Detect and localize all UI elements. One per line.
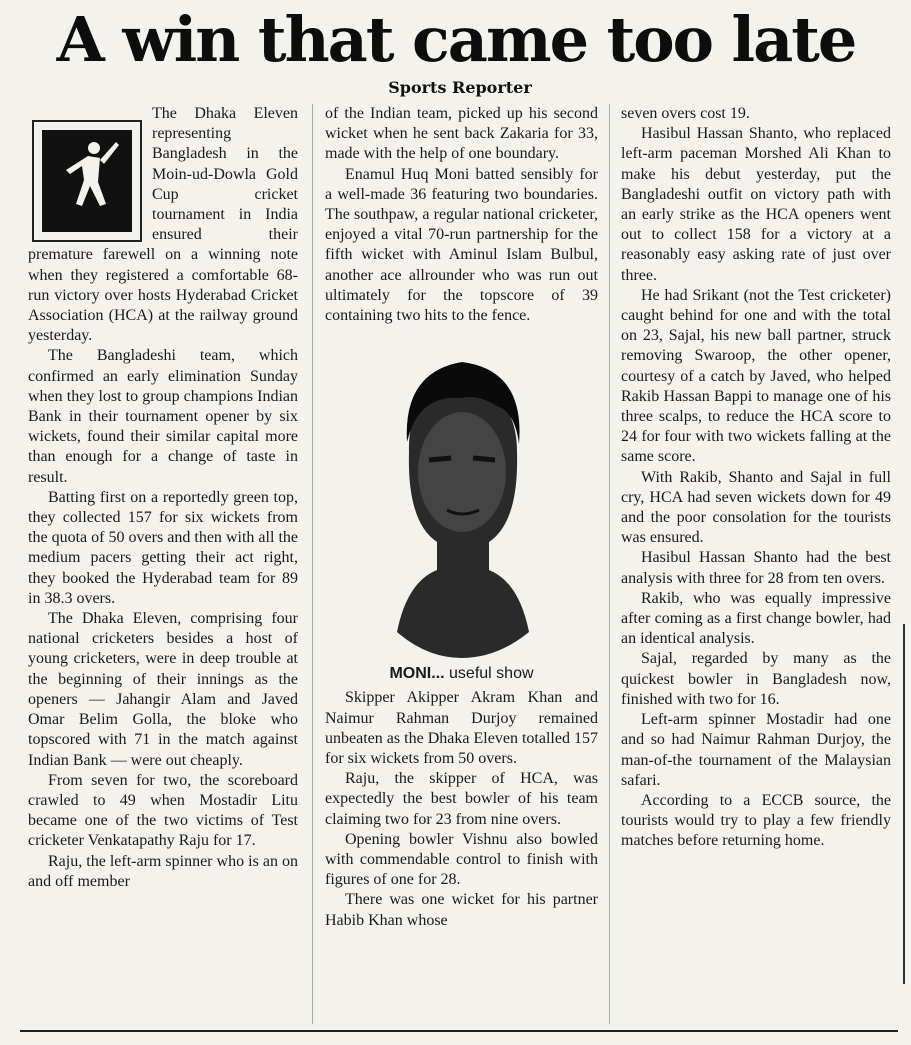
column-divider <box>312 104 313 1024</box>
paragraph: Batting first on a reportedly green top, they collected 157 for six wickets from the quota of 50 overs and then with all the medium pacers getting their act right, they booked the Hyderabad team for 89 in 38.3 overs. <box>28 488 298 607</box>
caption-name: MONI... <box>389 665 445 683</box>
paragraph: The Dhaka Eleven representing Bangladesh in the Moin-ud-Dowla Gold Cup cricket tournament in India ensured their premature farewell on a winning note when they registered a comfortable 68-run victory over hosts Hyderabad Cricket Association (HCA) at the railway ground yesterday. <box>28 105 298 345</box>
paragraph: Hasibul Hassan Shanto had the best analysis with three for 28 from ten overs. <box>621 549 891 587</box>
paragraph: Opening bowler Vishnu also bowled with commendable control to finish with figures of one for 28. <box>325 830 598 889</box>
paragraph: Hasibul Hassan Shanto, who replaced left-arm paceman Morshed Ali Khan to make his debut yesterday, put the Bangladeshi outfit on victory path with an early strike as the HCA openers went out to collect 158 for a victory at a reasonably easy asking rate of just over three. <box>621 125 891 284</box>
player-photo <box>367 332 557 658</box>
paragraph: There was one wicket for his partner Habib Khan whose <box>325 891 598 929</box>
paragraph: Enamul Huq Moni batted sensibly for a well-made 36 featuring two boundaries. The southpaw, a regular national cricketer, enjoyed a vital 70-run partnership for the fifth wicket with Aminul Islam Bulbul, another ace allrounder who was run out ultimately for the topscore of 39 containing two hits to the fence. <box>325 165 598 325</box>
player-portrait <box>367 332 557 658</box>
paragraph: According to a ECCB source, the tourists would try to play a few friendly matches before returning home. <box>621 791 891 850</box>
headline: A win that came too late <box>56 3 856 76</box>
article-column-3 <box>621 104 891 852</box>
section-logo <box>32 120 142 242</box>
paragraph: Raju, the left-arm spinner who is an on and off member <box>28 852 298 890</box>
paragraph: Raju, the skipper of HCA, was expectedly the best bowler of his team claiming two for 23 from nine overs. <box>325 770 598 828</box>
paragraph: The Dhaka Eleven, comprising four national cricketers besides a host of young cricketers, were in deep trouble at the beginning of their innings as the openers — Jahangir Alam and Javed Omar Belim Golla, the bloke who topscored with 71 in the match against Indian Bank — were out cheaply. <box>28 610 298 769</box>
paragraph: of the Indian team, picked up his second wicket when he sent back Zakaria for 33, made with the help of one boundary. <box>325 105 598 163</box>
cricketer-silhouette-icon <box>42 130 128 228</box>
paragraph: From seven for two, the scoreboard crawled to 49 when Mostadir Litu became one of the two victims of Test cricketer Venkatapathy Raju for 17. <box>28 771 298 850</box>
paragraph: Sajal, regarded by many as the quickest bowler in Bangladesh now, finished with two for 16. <box>621 650 891 708</box>
paragraph: seven overs cost 19. <box>621 105 750 122</box>
paragraph: With Rakib, Shanto and Sajal in full cry, HCA had seven wickets down for 49 and the poor consolation for the tourists was ensured. <box>621 468 891 547</box>
paragraph: Left-arm spinner Mostadir had one and so had Naimur Rahman Durjoy, the man-of-the tournament of the Malaysian safari. <box>621 711 891 789</box>
paragraph: Rakib, who was equally impressive after coming as a first change bowler, had an identical analysis. <box>621 589 891 648</box>
article-column-2 <box>325 104 598 931</box>
column-divider <box>609 104 610 1024</box>
byline: Sports Reporter <box>388 78 532 97</box>
bottom-rule <box>20 1030 898 1032</box>
page-edge-rule <box>903 624 905 984</box>
paragraph: He had Srikant (not the Test cricketer) caught behind for one and with the total on 23, Sajal, his new ball partner, struck removing Swaroop, the other opener, courtesy of a catch by Javed, who helped Rakib Hassan Bappi to manage one of his three scalps, to reduce the HCA score to 24 for four with two wickets falling at the same score. <box>621 286 891 466</box>
photo-caption <box>325 664 598 684</box>
paragraph: The Bangladeshi team, which confirmed an early elimination Sunday when they lost to group champions Indian Bank in their tournament opener by six wickets, found their similar capital more than enough for a change of taste in result. <box>28 347 298 486</box>
article-column-1 <box>28 104 298 892</box>
paragraph: Skipper Akipper Akram Khan and Naimur Rahman Durjoy remained unbeaten as the Dhaka Eleven totalled 157 for six wickets from 50 overs. <box>325 689 598 768</box>
caption-text: useful show <box>444 665 534 683</box>
